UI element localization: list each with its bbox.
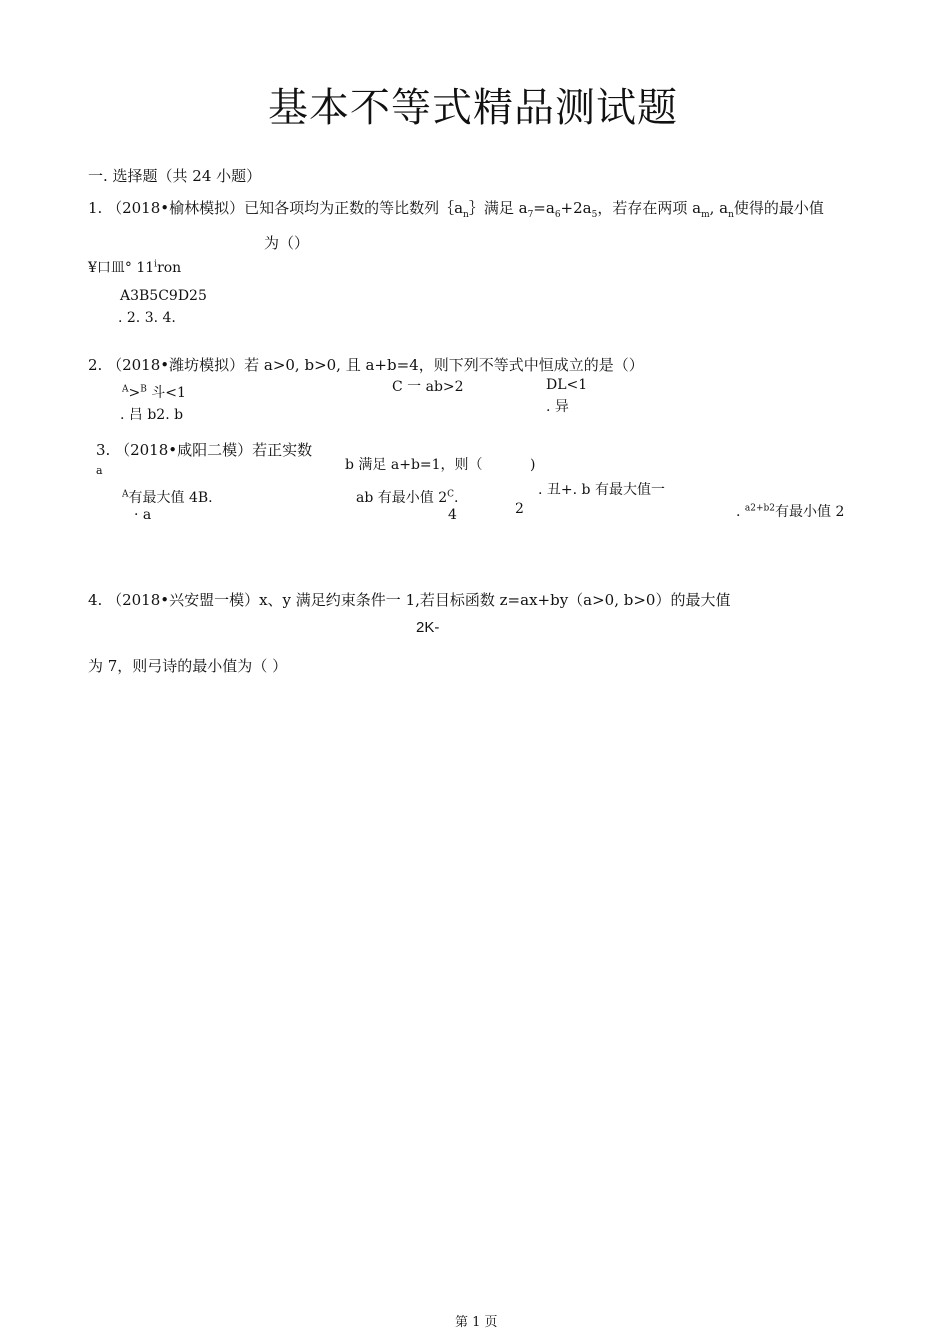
q3-b-sup: C [447, 489, 455, 500]
q1-garble-b: ron [157, 260, 182, 276]
q1-mid4: ，若存在两项 a [597, 199, 702, 217]
q1-mid3: +2a [560, 199, 592, 217]
q1-mid5: , a [709, 199, 729, 217]
q1-mid1: ｝满足 a [468, 199, 528, 217]
question-2-option-d: DL<1 [546, 377, 588, 393]
q3-d-text: 有最小值 2 [775, 504, 845, 520]
q3-b-tail: . [454, 490, 459, 506]
question-4-stem: 4. （2018•兴安盟一模）x、y 满足约束条件一 1,若目标函数 z=ax+by（a>0, b>0）的最大值 [88, 591, 731, 609]
q1-sub-7: 7 [527, 210, 534, 220]
q2-a-tail: 斗<1 [146, 385, 186, 401]
q3-a-sup: A [122, 489, 129, 500]
question-3-var-a: a [96, 464, 103, 477]
question-1-stem [88, 199, 824, 220]
question-1-options-denominators: . 2. 3. 4. [118, 310, 176, 326]
q3-b-text: ab 有最小值 2 [356, 490, 448, 506]
q1-sub-n2: n [728, 210, 734, 220]
q2-a-sup: A [122, 384, 129, 395]
q1-sub-n: n [463, 210, 469, 220]
section-heading: 一. 选择题（共 24 小题） [88, 167, 262, 185]
q2-a-text: > [128, 385, 141, 401]
question-3-option-b-frac: 4 [448, 507, 457, 523]
question-3-option-d [736, 505, 844, 519]
question-1-options: A3B5C9D25 [120, 288, 207, 304]
page-footer: 第 1 页 [455, 1315, 498, 1330]
question-3-option-c: . 丑+. b 有最大值一 [538, 482, 665, 498]
question-3-option-a [122, 491, 213, 505]
question-2-option-c: C 一 ab>2 [392, 379, 464, 395]
question-2-line2-right: . 异 [546, 399, 569, 415]
q1-sub-m: m [701, 210, 710, 220]
question-3-option-a-sub: · a [134, 507, 152, 523]
question-3-option-b [356, 491, 458, 505]
q1-mid2: =a [533, 199, 555, 217]
q3-d-sup: a2+b2 [744, 503, 776, 514]
question-3-stem: 3. （2018•咸阳二模）若正实数 [96, 441, 313, 459]
q1-garble-sup: i [154, 259, 158, 270]
question-3-stem-cont: b 满足 a+b=1，则（ [345, 457, 483, 473]
q1-garble-a: ¥口皿° 11 [88, 260, 155, 276]
question-4-line2: 为 7，则弓诗的最小值为（ ） [88, 657, 288, 675]
q1-suffix: 使得的最小值 [733, 199, 824, 217]
q2-a-sup2: B [140, 384, 147, 395]
question-3-mid-2: 2 [515, 501, 524, 517]
q3-a-text: 有最大值 4B. [128, 490, 213, 506]
question-2-stem: 2. （2018•潍坊模拟）若 a>0, b>0, 且 a+b=4，则下列不等式中恒成立的是（） [88, 356, 644, 374]
question-1-garbled [88, 261, 181, 275]
page-title: 基本不等式精品测试题 [268, 85, 678, 131]
question-4-mid: 2K- [416, 619, 440, 636]
question-2-line2-left: . 吕 b2. b [120, 407, 184, 423]
question-1-line2: 为（） [264, 234, 310, 252]
question-2-option-a [122, 386, 186, 400]
q1-sub-5: 5 [591, 210, 598, 220]
q1-sub-6: 6 [554, 210, 561, 220]
q1-prefix: 1. （2018•榆林模拟）已知各项均为正数的等比数列｛a [88, 199, 464, 217]
question-3-paren-close: ) [530, 457, 536, 473]
q3-d-pre: . [736, 504, 745, 520]
